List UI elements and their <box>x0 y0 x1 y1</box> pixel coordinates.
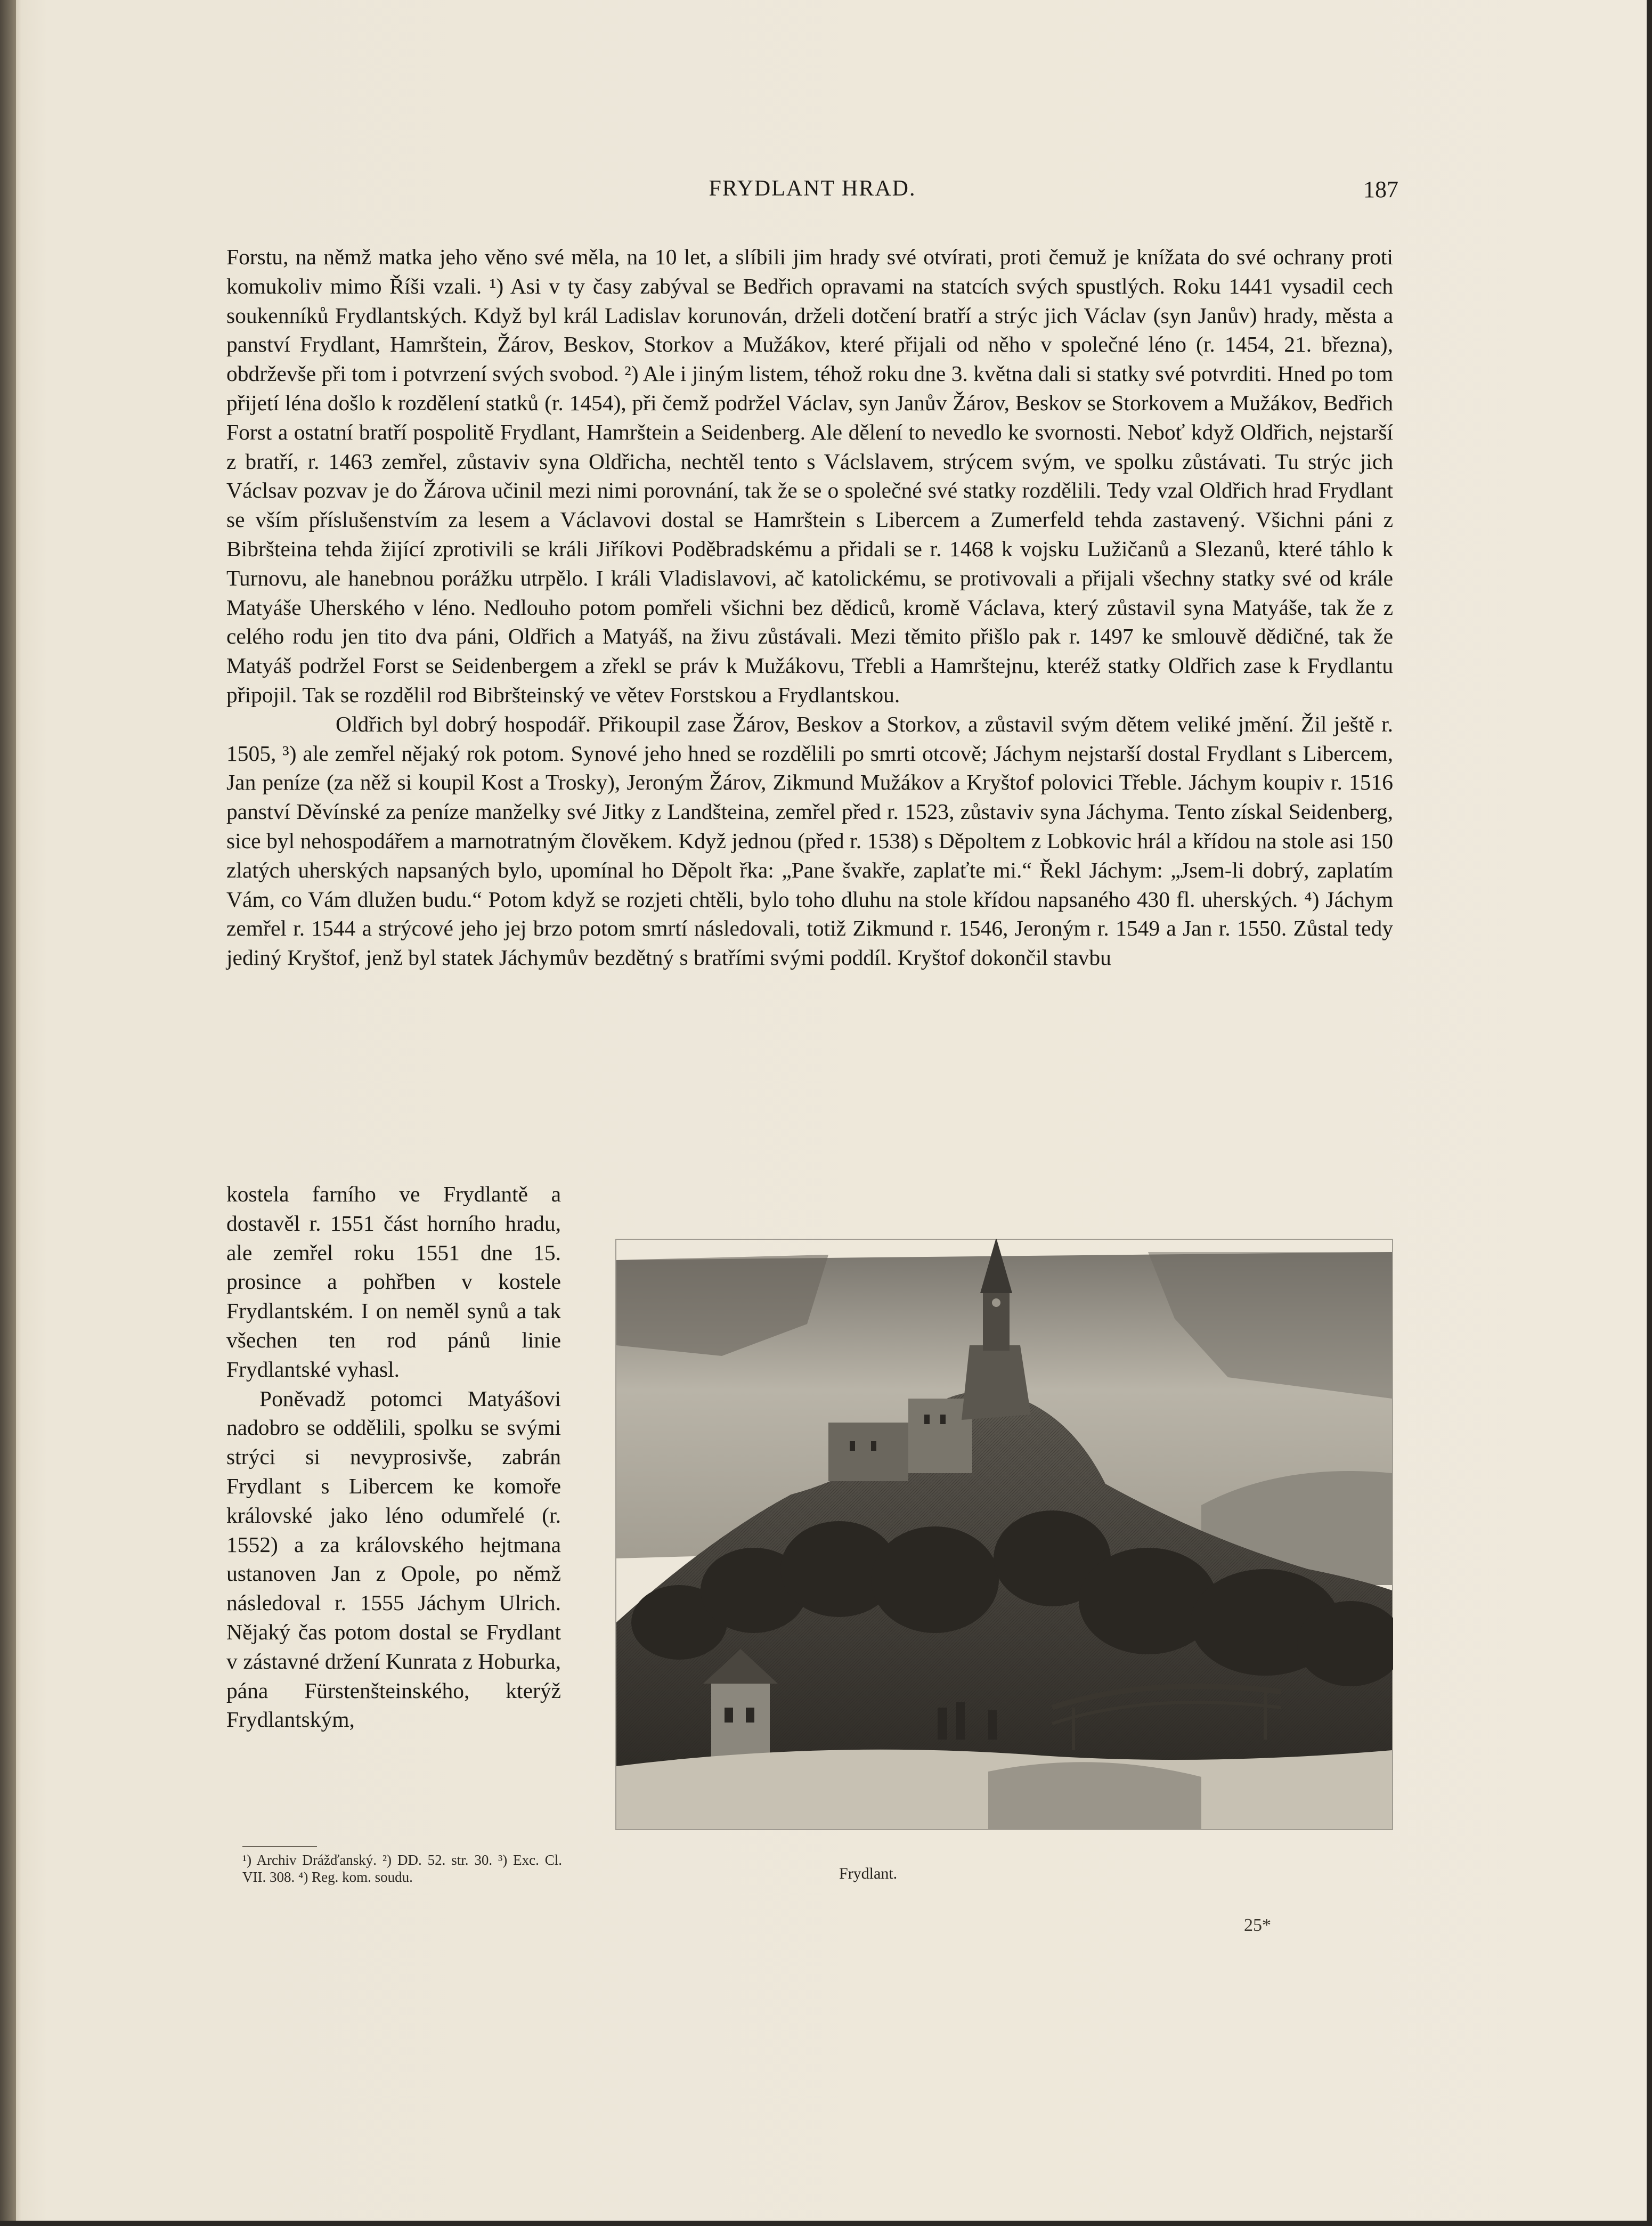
scan-border-bottom <box>0 2221 1652 2226</box>
running-header <box>226 176 1398 213</box>
column-paragraph-2: Poněvadž potomci Matyášovi nadobro se oddělili, spolku se svými strýci si nevyprosivše, zabrán Frydlant s Libercem ke komoře královské jako léno odumřelé (r. 1552) a za královského hejtmana ustanoven Jan z Opole, po němž následoval r. 1555 Jáchym Ulrich. Nějaký čas potom dostal se Frydlant v zástavné držení Kunrata z Hoburka, pána Fürstenšteinského, kterýž Frydlantským, <box>226 1386 561 1732</box>
paragraph-2: Oldřich byl dobrý hospodář. Přikoupil zase Žárov, Beskov a Storkov, a zůstavil svým dětem veliké jmění. Žil ještě r. 1505, ³) ale zemřel nějaký rok potom. Synové jeho hned se rozdělili po smrti otcově; Jáchym nejstarší dostal Frydlant s Libercem, Jan peníze (za něž si koupil Kost a Trosky), Jeroným Žárov, Zikmund Mužákov a Kryštof polovici Třeble. Jáchym koupiv r. 1516 panství Děvínské za peníze manželky své Jitky z Landšteina, zemřel před r. 1523, zůstaviv syna Jáchyma. Tento získal Seidenberg, sice byl nehospodářem a marnotratným člověkem. Když jednou (před r. 1538) s Děpoltem z Lobkovic hrál a křídou na stole asi 150 zlatých uherských napsaných bylo, upomínal ho Děpolt řka: „Pane švakře, zaplaťte mi.“ Řekl Jáchym: „Jsem-li dobrý, zaplatím Vám, co Vám dlužen budu.“ Potom když se rozjeti chtěli, bylo toho dluhu na stole křídou napsaného 430 fl. uherských. ⁴) Jáchym zemřel r. 1544 a strýcové jeho jej brzo potom smrtí následovali, totiž Zikmund r. 1546, Jeroným r. 1549 a Jan r. 1550. Zůstal tedy jediný Kryštof, jenž byl statek Jáchymův bezdětný s bratřími svými poddíl. Kryštof dokončil stavbu <box>226 711 1393 970</box>
scan-border-right <box>1647 0 1652 2226</box>
column-paragraph-1: kostela farního ve Frydlantě a dostavěl r. 1551 část horního hradu, ale zemřel roku 1551 dne 15. prosince a pohřben v kostele Frydlantském. I on neměl synů a tak všechen ten rod pánů linie Frydlantské vyhasl. <box>226 1182 561 1382</box>
left-column-text <box>226 1180 561 1734</box>
footnote-rule <box>242 1846 317 1847</box>
paragraph-1: Forstu, na němž matka jeho věno své měla, na 10 let, a slíbili jim hrady své otvírati, proti čemuž je knížata do své ochrany proti komukoliv mimo Říši vzali. ¹) Asi v ty časy zabýval se Bedřich opravami na statcích svých spustlých. Roku 1441 vysadil cech soukenníků Frydlantských. Když byl král Ladislav korunován, drželi dotčení bratří a strýc jich Václav (syn Janův) hrady, města a panství Frydlant, Hamrštein, Žárov, Beskov, Storkov a Mužákov, které přijali od něho v společné léno (r. 1454, 21. března), obdrževše při tom i potvrzení svých svobod. ²) Ale i jiným listem, téhož roku dne 3. května dali si statky své potvrditi. Hned po tom přijetí léna došlo k rozdělení statků (r. 1454), při čemž podržel Václav, syn Janův Žárov, Beskov se Storkovem a Mužákov, Bedřich Forst a ostatní bratří pospolitě Frydlant, Hamrštein a Seidenberg. Ale dělení to nevedlo ke svornosti. Neboť když Oldřich, nejstarší z bratří, r. 1463 zemřel, zůstaviv syna Oldřicha, nechtěl tento s Václslavem, strýcem svým, ve spolku zůstávati. Tu strýc jich Václsav pozvav je do Žárova učinil mezi nimi porovnání, tak že se o společné své statky rozdělili. Tedy vzal Oldřich hrad Frydlant se vším příslušenstvím za lesem a Václavovi dostal se Hamrštein s Libercem a Zumerfeld tehda zastavený. Všichni páni z Bibršteina tehda žijící zprotivili se králi Jiříkovi Poděbradskému a přidali se r. 1468 k vojsku Lužičanů a Slezanů, které táhlo k Turnovu, ale hanebnou porážku utrpělo. I králi Vladislavovi, ač katolickému, se protivovali a přijali všechny statky své od krále Matyáše Uherského v léno. Nedlouho potom pomřeli všichni bez dědiců, kromě Václava, který zůstavil syna Matyáše, tak že z celého rodu jen tito dva páni, Oldřich a Matyáš, na živu zůstávali. Mezi těmito přišlo pak r. 1497 ke smlouvě dědičné, tak že Matyáš podržel Forst se Seidenbergem a zřekl se práv k Mužákovu, Třebli a Hamrštejnu, kteréž statky Oldřich zase k Frydlantu připojil. Tak se rozdělil rod Bibršteinský ve větev Forstskou a Frydlantskou. <box>226 245 1393 707</box>
castle-engraving-icon <box>615 1239 1393 1830</box>
page-number: 187 <box>1363 176 1398 202</box>
main-text <box>226 242 1393 972</box>
illustration-caption: Frydlant. <box>839 1865 898 1882</box>
footnotes: ¹) Archiv Drážďanský. ²) DD. 52. str. 30. ³) Exc. Cl. VII. 308. ⁴) Reg. kom. soudu. <box>242 1852 562 1885</box>
running-title: FRYDLANT HRAD. <box>709 176 916 201</box>
signature-mark: 25* <box>1244 1915 1271 1935</box>
book-gutter <box>0 0 16 2226</box>
